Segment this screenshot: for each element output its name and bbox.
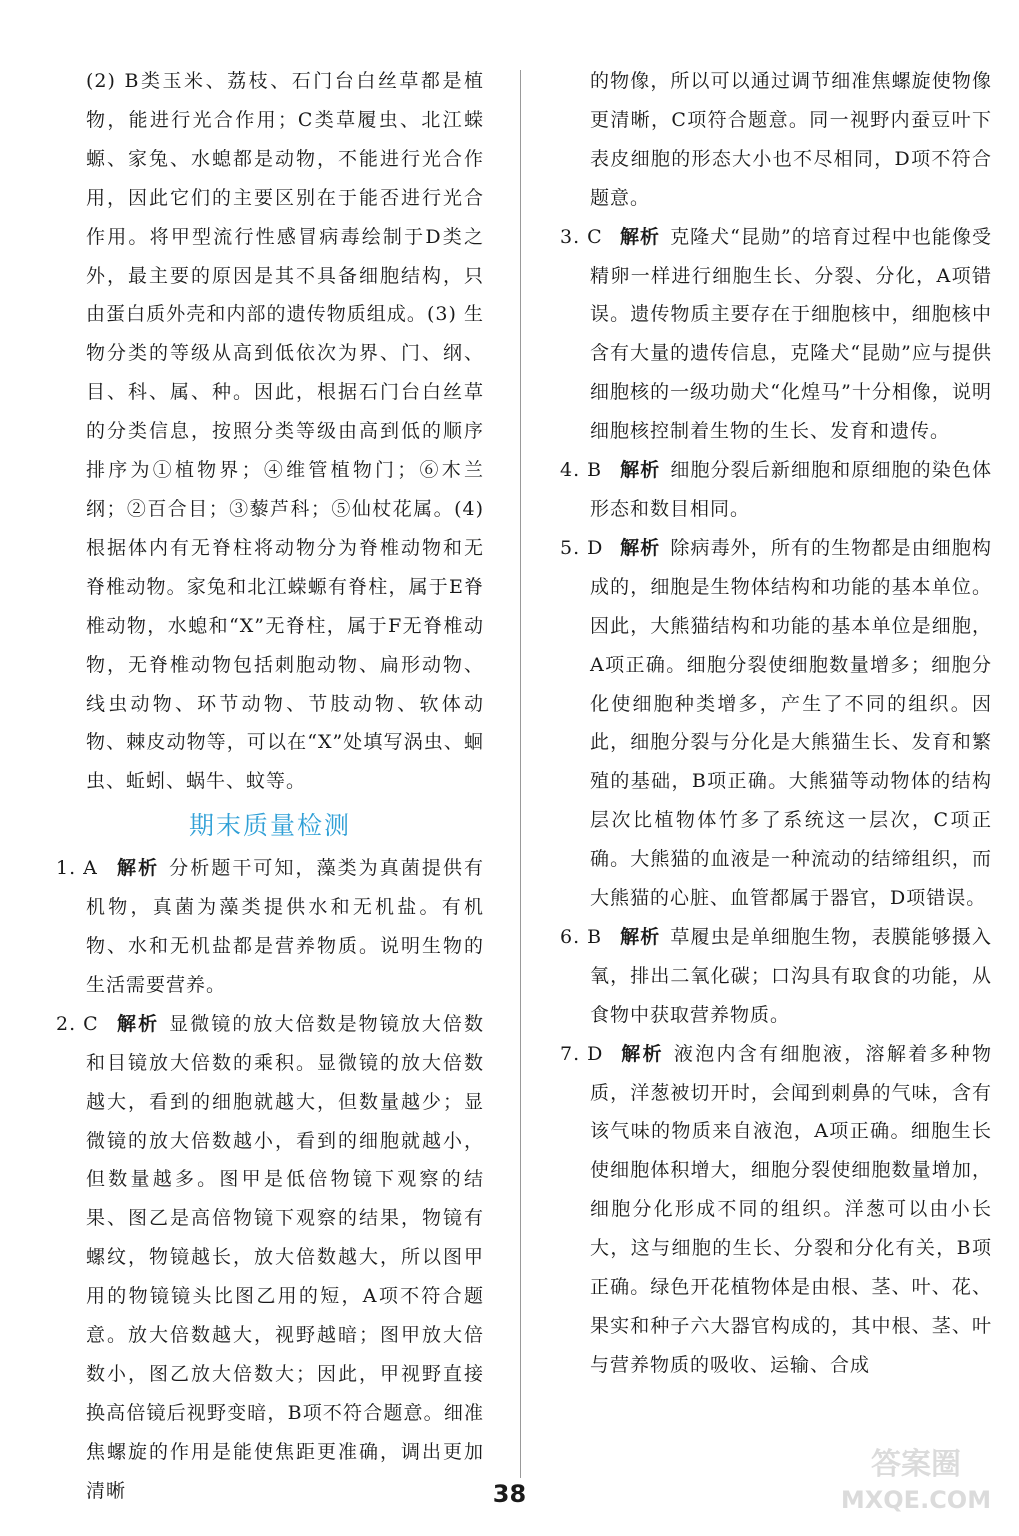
answer-item-6 <box>560 918 992 1035</box>
answer-item-5 <box>560 529 992 918</box>
answer-number: 6. B <box>560 925 603 948</box>
analysis-tag: 解析 <box>620 1042 664 1065</box>
answer-text: 液泡内含有细胞液，溶解着多种物质，洋葱被切开时，会闻到刺鼻的气味，含有该气味的物质来自液泡，A项正确。细胞生长使细胞体积增大，细胞分裂使细胞数量增加，细胞分化形成不同的组织。洋葱可以由小长大，这与细胞的生长、分裂和分化有关，B项正确。绿色开花植物体是由根、茎、叶、花、果实和种子六大器官构成的，其中根、茎、叶与营养物质的吸收、运输、合成 <box>590 1042 992 1376</box>
left-column <box>56 62 484 1511</box>
answer-number: 1. A <box>56 857 98 880</box>
answer-number: 4. B <box>560 459 603 482</box>
answer-text: 细胞分裂后新细胞和原细胞的染色体形态和数目相同。 <box>590 459 992 520</box>
section-title: 期末质量检测 <box>188 811 351 841</box>
analysis-tag: 解析 <box>620 536 661 559</box>
answer-number: 3. C <box>560 225 603 248</box>
analysis-tag: 解析 <box>620 925 661 948</box>
answer-item-1 <box>56 849 484 1005</box>
answer-text: 克隆犬“昆勋”的培育过程中也能像受精卵一样进行细胞生长、分裂、分化，A项错误。遗传物质主要存在于细胞核中，细胞核中含有大量的遗传信息，克隆犬“昆勋”应与提供细胞核的一级功勋犬“化煌马”十分相像，说明细胞核控制着生物的生长、发育和遗传。 <box>590 225 992 443</box>
answer-number: 5. D <box>560 536 604 559</box>
answer-item-2 <box>56 1005 484 1511</box>
answer-text: 显微镜的放大倍数是物镜放大倍数和目镜放大倍数的乘积。显微镜的放大倍数越大，看到的细胞就越大，但数量越少；显微镜的放大倍数越小，看到的细胞就越小，但数量越多。图甲是低倍物镜下观察的结果、图乙是高倍物镜下观察的结果，物镜有螺纹，物镜越长，放大倍数越大，所以图甲用的物镜镜头比图乙用的短，A项不符合题意。放大倍数越大，视野越暗；图甲放大倍数小，图乙放大倍数大；因此，甲视野直接换高倍镜后视野变暗，B项不符合题意。细准焦螺旋的作用是能使焦距更准确，调出更加清晰 <box>86 1012 484 1502</box>
analysis-tag: 解析 <box>620 225 661 248</box>
page-number: 38 <box>492 1480 527 1508</box>
continuation-paragraph: (2) B类玉米、荔枝、石门台白丝草都是植物，能进行光合作用；C类草履虫、北江蝾螈、家兔、水螅都是动物，不能进行光合作用，因此它们的主要区别在于能否进行光合作用。将甲型流行性感冒病毒绘制于D类之外，最主要的原因是其不具备细胞结构，只由蛋白质外壳和内部的遗传物质组成。(3) 生物分类的等级从高到低依次为界、门、纲、目、科、属、种。因此，根据石门台白丝草的分类信息，按照分类等级由高到低的顺序排序为①植物界；④维管植物门；⑥木兰纲；②百合目；③藜芦科；⑤仙杖花属。(4) 根据体内有无脊柱将动物分为脊椎动物和无脊椎动物。家兔和北江蝾螈有脊柱，属于E脊椎动物，水螅和“X”无脊柱，属于F无脊椎动物，无脊椎动物包括刺胞动物、扁形动物、线虫动物、环节动物、节肢动物、软体动物、棘皮动物等，可以在“X”处填写涡虫、蛔虫、蚯蚓、蜗牛、蚊等。 <box>86 70 484 793</box>
analysis-tag: 解析 <box>620 459 661 482</box>
answer-number: 7. D <box>560 1042 604 1065</box>
answer-text: 草履虫是单细胞生物，表膜能够摄入氧，排出二氧化碳；口沟具有取食的功能，从食物中获取营养物质。 <box>590 925 992 1026</box>
answer-number: 2. C <box>56 1012 99 1035</box>
watermark-logo <box>831 1438 1001 1518</box>
column-divider <box>520 70 521 1478</box>
continuation-paragraph: 的物像，所以可以通过调节细准焦螺旋使物像更清晰，C项符合题意。同一视野内蚕豆叶下表皮细胞的形态大小也不尽相同，D项不符合题意。 <box>590 70 992 209</box>
analysis-tag: 解析 <box>116 1012 160 1035</box>
analysis-tag: 解析 <box>116 857 160 880</box>
answer-item-4 <box>560 451 992 529</box>
answer-text: 除病毒外，所有的生物都是由细胞构成的，细胞是生物体结构和功能的基本单位。因此，大熊猫结构和功能的基本单位是细胞，A项正确。细胞分裂使细胞数量增多；细胞分化使细胞种类增多，产生了不同的组织。因此，细胞分裂与分化是大熊猫生长、发育和繁殖的基础，B项正确。大熊猫等动物体的结构层次比植物体竹多了系统这一层次，C项正确。大熊猫的血液是一种流动的结缔组织，而大熊猫的心脏、血管都属于器官，D项错误。 <box>590 536 992 910</box>
answer-item-3 <box>560 218 992 451</box>
watermark-line1: 答案圈 <box>871 1447 961 1482</box>
watermark-line2: MXQE.COM <box>840 1486 992 1514</box>
answer-text: 分析题干可知，藻类为真菌提供有机物，真菌为藻类提供水和无机盐。有机物、水和无机盐都是营养物质。说明生物的生活需要营养。 <box>86 857 484 996</box>
right-column <box>560 62 992 1385</box>
answer-item-7 <box>560 1035 992 1385</box>
